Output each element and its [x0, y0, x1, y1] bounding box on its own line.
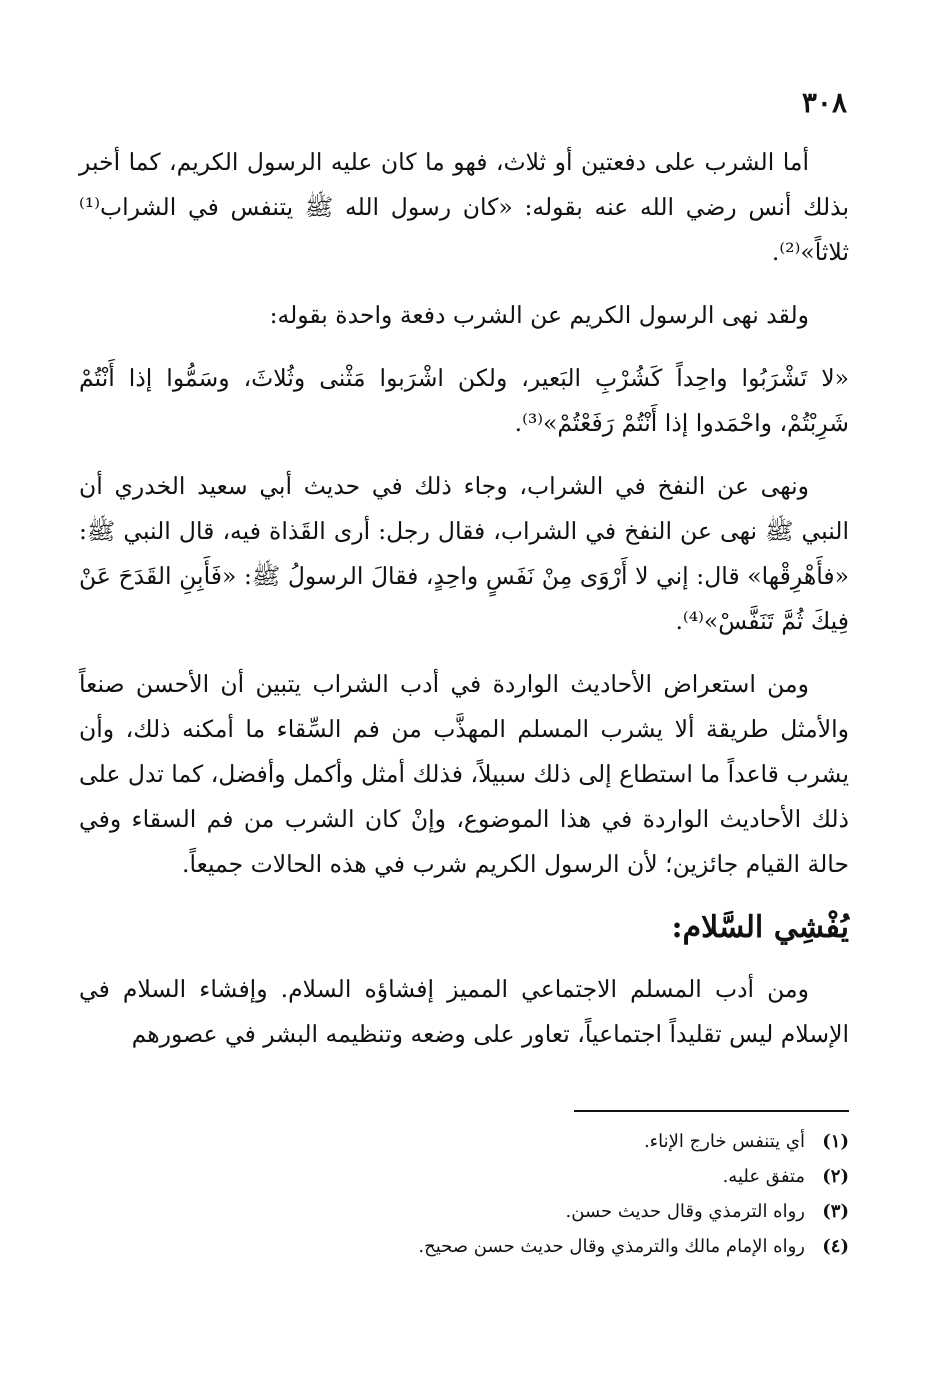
- footnote-item: [79, 1229, 849, 1264]
- footnote-text: رواه الإمام مالك والترمذي وقال حديث حسن صحيح.: [418, 1236, 805, 1257]
- footnote-number: (١): [822, 1131, 849, 1152]
- paragraph-salam: ومن أدب المسلم الاجتماعي المميز إفشاؤه السلام. وإفشاء السلام في الإسلام ليس تقليداً اجتماعياً، تعاور على وضعه وتنظيمه البشر في عصورهم: [79, 975, 849, 1048]
- footnote-text: رواه الترمذي وقال حديث حسن.: [565, 1201, 805, 1222]
- footnote-item: [79, 1124, 849, 1159]
- main-text: [79, 140, 849, 1075]
- paragraph-hadith-quote: «لا تَشْرَبُوا واحِداً كَشُرْبِ البَعير، ولكن اشْرَبوا مَثْنى وثُلاثَ، وسَمُّوا إذا أَنْتُمْ شَرِبْتُمْ، واحْمَدوا إذا أَنْتُمْ رَفَعْتُمْ»⁽³⁾.: [79, 364, 849, 437]
- footnotes: [79, 1124, 849, 1264]
- footnote-text: أي يتنفس خارج الإناء.: [643, 1131, 805, 1152]
- footnote-item: [79, 1159, 849, 1194]
- footnote-number: (٣): [822, 1201, 849, 1222]
- footnote-item: [79, 1194, 849, 1229]
- section-heading: يُفْشِي السَّلام:: [671, 910, 849, 945]
- footnote-number: (٤): [822, 1236, 849, 1257]
- footnote-text: متفق عليه.: [722, 1166, 805, 1187]
- footnote-number: (٢): [822, 1166, 849, 1187]
- footnote-separator: [574, 1110, 849, 1112]
- paragraph-conclusion: ومن استعراض الأحاديث الواردة في أدب الشراب يتبين أن الأحسن صنعاً والأمثل طريقة ألا يشرب المسلم المهذَّب من فم السِّقاء ما أمكنه ذلك، وأن يشرب قاعداً ما استطاع إلى ذلك سبيلاً، فذلك أمثل وأكمل وأفضل، كما تدل على ذلك الأحاديث الواردة في هذا الموضوع، وإنْ كان الشرب من فم السقاء وفي حالة القيام جائزين؛ لأن الرسول الكريم شرب في هذه الحالات جميعاً.: [79, 670, 849, 878]
- paragraph-prohibition-intro: ولقد نهى الرسول الكريم عن الشرب دفعة واحدة بقوله:: [269, 301, 809, 329]
- paragraph-breathing: أما الشرب على دفعتين أو ثلاث، فهو ما كان عليه الرسول الكريم، كما أخبر بذلك أنس رضي الله عنه بقوله: «كان رسول الله ﷺ يتنفس في الشراب⁽¹⁾ ثلاثاً»⁽²⁾.: [79, 148, 849, 266]
- page-number: ٣٠٨: [801, 86, 847, 119]
- paragraph-blowing: ونهى عن النفخ في الشراب، وجاء ذلك في حديث أبي سعيد الخدري أن النبي ﷺ نهى عن النفخ في الشراب، فقال رجل: أرى القَذاة فيه، قال النبي ﷺ: «فأَهْرِقْها» قال: إني لا أَرْوَى مِنْ نَفَسٍ واحِدٍ، فقالَ الرسولُ ﷺ: «فَأَبِنِ القَدَحَ عَنْ فِيكَ ثُمَّ تَنَفَّسْ»⁽⁴⁾.: [79, 472, 849, 635]
